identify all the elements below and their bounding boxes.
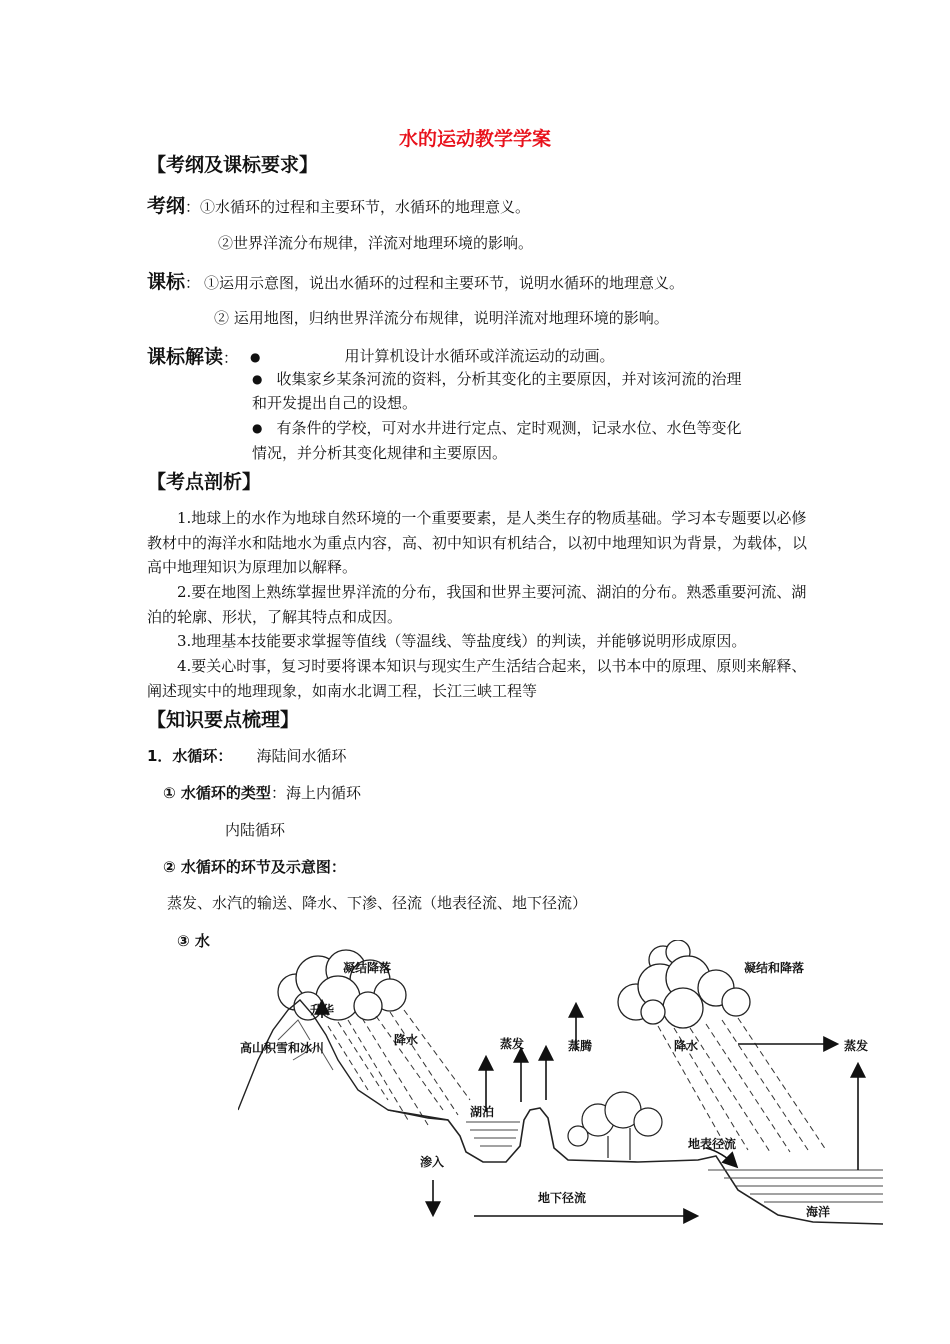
- kaogang-row: [147, 191, 530, 218]
- types-label: ① 水循环的类型: [163, 784, 271, 802]
- label-mountain-snow: 高山积雪和冰川: [240, 1041, 325, 1055]
- analysis-para-3: 3.地理基本技能要求掌握等值线（等温线、等盐度线）的判读，并能够说明形成原因。: [177, 632, 747, 650]
- kaogang-line2: ②世界洋流分布规律，洋流对地理环境的影响。: [218, 234, 534, 252]
- item1-value: 海陆间水循环: [256, 747, 347, 765]
- analysis-para-4: 4.要关心时事，复习时要将课本知识与现实生产生活结合起来，以书本中的原理、原则来解释、阐述现实中的地理现象，如南水北调工程，长江三峡工程等: [147, 657, 807, 700]
- types-colon: ：: [270, 784, 286, 802]
- jiedu-item-3-cont: 情况，并分析其变化规律和主要原因。: [252, 444, 508, 462]
- type-2: 内陆循环: [225, 821, 286, 839]
- kebiao-line1: ①运用示意图，说出水循环的过程和主要环节，说明水循环的地理意义。: [204, 274, 685, 292]
- label-infiltration: 渗入: [420, 1155, 445, 1169]
- label-transpiration: 蒸腾: [568, 1039, 593, 1053]
- jiedu-item-2: ● 收集家乡某条河流的资料，分析其变化的主要原因，并对该河流的治理: [252, 368, 742, 389]
- label-condense-fall: 凝结降落: [343, 961, 392, 975]
- lake: [466, 1122, 520, 1146]
- kaogang-line1: ①水循环的过程和主要环节，水循环的地理意义。: [200, 198, 531, 216]
- item3-label: ③ 水: [177, 932, 210, 950]
- trees: [568, 1092, 662, 1160]
- jiedu-row: [147, 342, 238, 369]
- kebiao-row: [147, 267, 684, 294]
- steps-text: 蒸发、水汽的输送、降水、下渗、径流（地表径流、地下径流）: [167, 894, 588, 912]
- bullet-icon: ●: [250, 350, 261, 364]
- kaogang-colon: ：: [185, 198, 201, 216]
- jiedu-label: 课标解读: [147, 346, 224, 368]
- type-1: 海上内循环: [285, 784, 361, 802]
- label-sublimation: 升华: [310, 1003, 335, 1017]
- section-heading-knowledge: 【知识要点梳理】: [147, 709, 300, 731]
- kebiao-label: 课标: [147, 271, 186, 293]
- jiedu-item-2-cont: 和开发提出自己的设想。: [252, 394, 418, 412]
- steps-label: ② 水循环的环节及示意图：: [163, 858, 346, 876]
- water-cycle-diagram: [238, 940, 884, 1230]
- ocean: [708, 1170, 883, 1202]
- section-heading-analysis: 【考点剖析】: [147, 471, 262, 493]
- label-lake: 湖泊: [470, 1105, 495, 1119]
- analysis-para-2: 2.要在地图上熟练掌握世界洋流的分布，我国和世界主要河流、湖泊的分布。熟悉重要河流、湖泊的轮廓、形状，了解其特点和成因。: [147, 583, 807, 626]
- knowledge-item-1: [147, 745, 346, 766]
- rain-left: [328, 1010, 470, 1125]
- label-precip-right: 降水: [674, 1039, 699, 1053]
- page-title: 水的运动教学学案: [398, 128, 551, 150]
- analysis-para-1: 1.地球上的水作为地球自然环境的一个重要要素，是人类生存的物质基础。学习本专题要以必修教材中的海洋水和陆地水为重点内容，高、初中知识有机结合，以初中地理知识为背景，为载体，以高中地理知识为原理加以解释。: [147, 509, 808, 577]
- label-surface-runoff: 地表径流: [688, 1137, 737, 1151]
- jiedu-colon: ：: [223, 349, 239, 367]
- label-ocean: 海洋: [806, 1205, 831, 1219]
- jiedu-item-3: ● 有条件的学校，可对水井进行定点、定时观测，记录水位、水色等变化: [252, 417, 742, 438]
- item1-label: 1．水循环：: [147, 747, 233, 765]
- label-precip-left: 降水: [394, 1033, 419, 1047]
- jiedu-item-1: ● 用计算机设计水循环或洋流运动的动画。: [250, 347, 615, 365]
- label-evap-left: 蒸发: [500, 1037, 525, 1051]
- label-groundwater: 地下径流: [538, 1191, 587, 1205]
- knowledge-types: [163, 782, 361, 803]
- kebiao-colon: ：: [185, 274, 201, 292]
- right-cloud: [618, 940, 750, 1028]
- label-evap-right: 蒸发: [844, 1039, 869, 1053]
- kaogang-label: 考纲: [147, 195, 186, 217]
- section-heading-requirements: 【考纲及课标要求】: [147, 154, 319, 176]
- kebiao-line2: ② 运用地图，归纳世界洋流分布规律，说明洋流对地理环境的影响。: [214, 309, 669, 327]
- label-condense-and-fall: 凝结和降落: [744, 961, 805, 975]
